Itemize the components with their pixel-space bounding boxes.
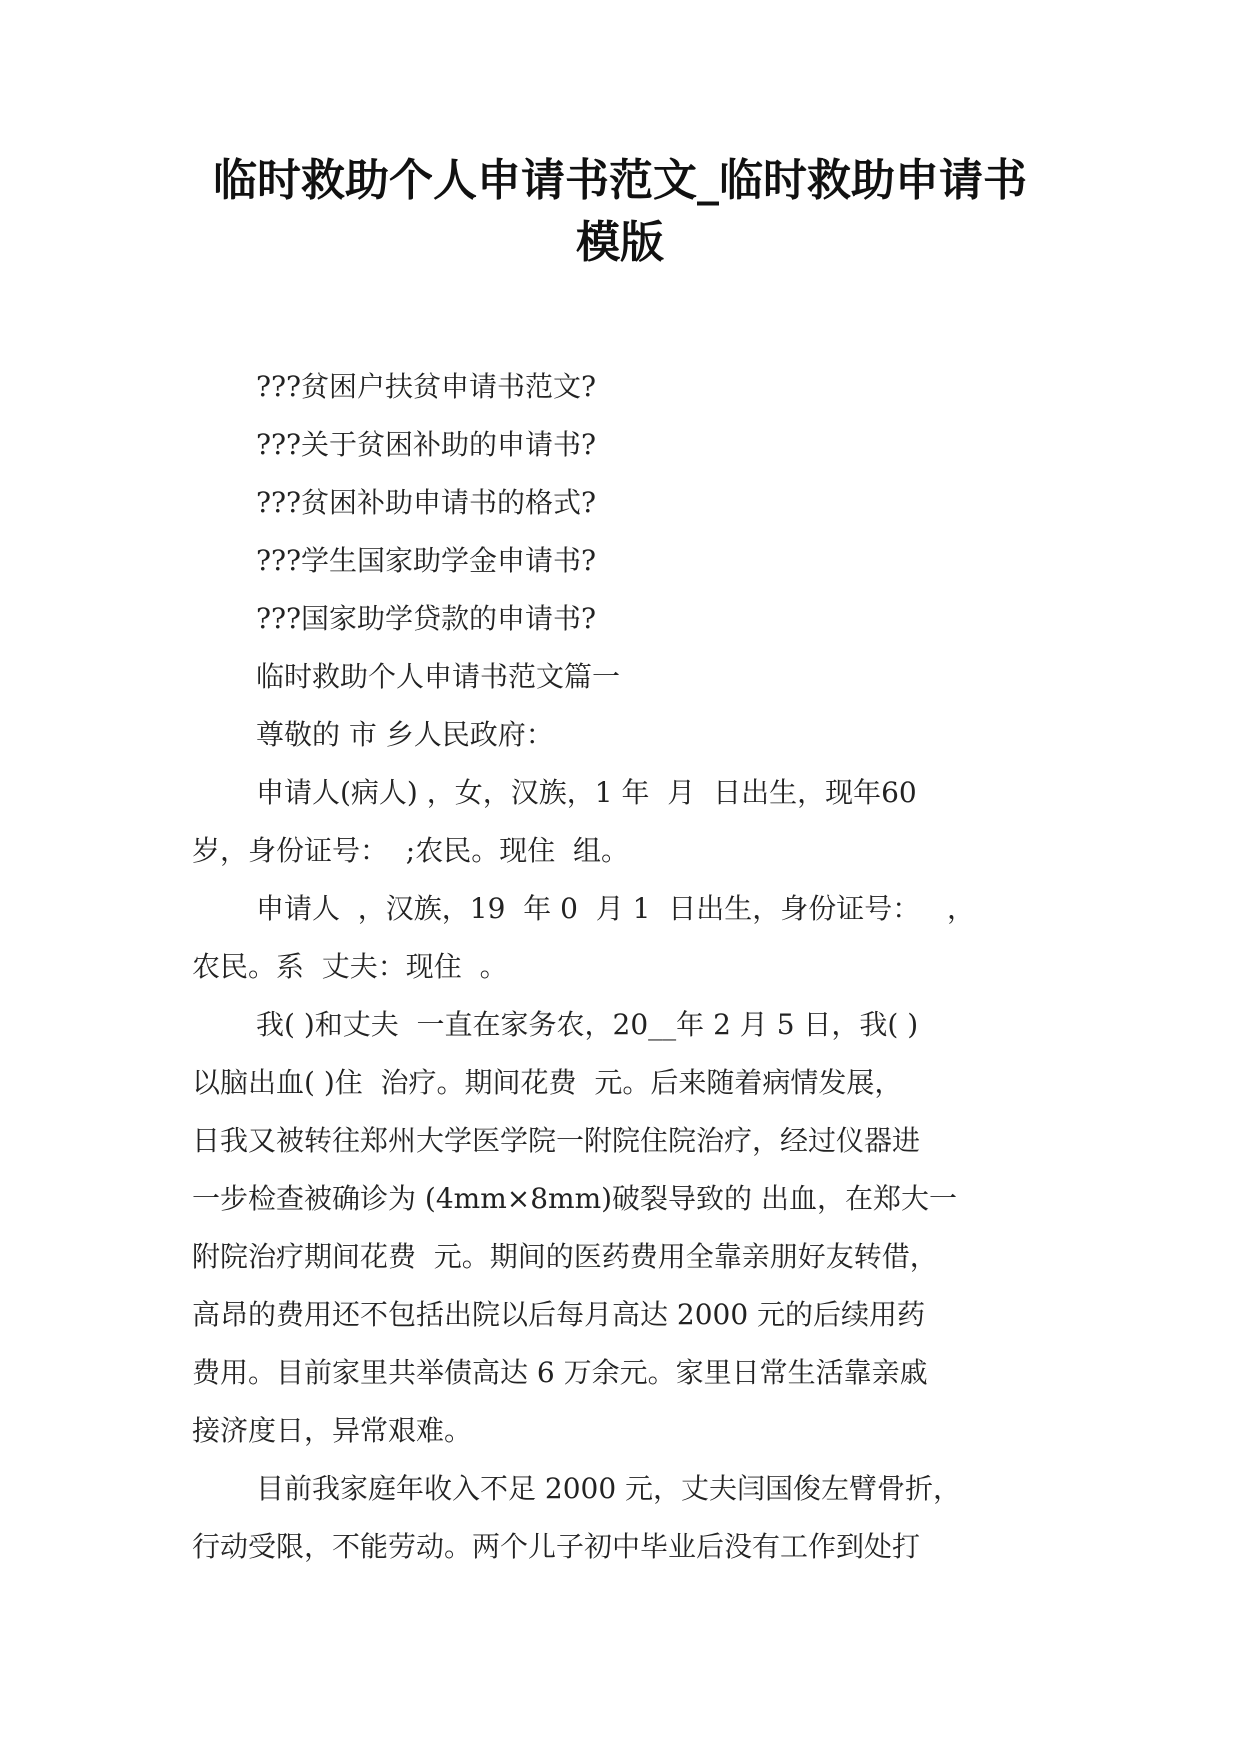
paragraph-line: 申请人 ，汉族，19 年 0 月 1 日出生，身份证号： ，: [256, 892, 975, 925]
title-line-2: 模版: [576, 217, 664, 268]
paragraph-line: 农民。系 丈夫：现住 。: [192, 950, 508, 983]
paragraph-line: 接济度日，异常艰难。: [192, 1414, 473, 1447]
related-link[interactable]: ???贫困补助申请书的格式?: [256, 486, 597, 519]
paragraph-line: 高昂的费用还不包括出院以后每月高达 2000 元的后续用药: [192, 1298, 926, 1331]
paragraph-applicant-2: [192, 880, 1052, 996]
paragraph-line: 费用。目前家里共举债高达 6 万余元。家里日常生活靠亲戚: [192, 1356, 928, 1389]
paragraph-line: 以脑出血( )住 治疗。期间花费 元。后来随着病情发展，: [192, 1066, 903, 1099]
paragraph-line: 一步检查被确诊为 (4mm×8mm)破裂导致的 出血，在郑大一: [192, 1182, 957, 1215]
document-body: [192, 358, 1052, 1576]
related-link[interactable]: ???贫困户扶贫申请书范文?: [256, 370, 597, 403]
paragraph-line: 申请人(病人) ，女，汉族，1 年 月 日出生，现年60: [256, 776, 917, 809]
paragraph-line: 附院治疗期间花费 元。期间的医药费用全靠亲朋好友转借，: [192, 1240, 938, 1273]
related-link[interactable]: ???国家助学贷款的申请书?: [256, 602, 597, 635]
paragraph-medical-history: [192, 996, 1052, 1460]
section-heading: 临时救助个人申请书范文篇一: [256, 660, 621, 693]
document-title: [150, 150, 1090, 274]
paragraph-line: 岁，身份证号： ;农民。现住 组。: [192, 834, 630, 867]
paragraph-line: 行动受限，不能劳动。两个儿子初中毕业后没有工作到处打: [192, 1530, 921, 1563]
related-link[interactable]: ???学生国家助学金申请书?: [256, 544, 597, 577]
salutation: 尊敬的 市 乡人民政府：: [256, 718, 554, 751]
related-link[interactable]: ???关于贫困补助的申请书?: [256, 428, 597, 461]
paragraph-line: 日我又被转往郑州大学医学院一附院住院治疗，经过仪器进: [192, 1124, 921, 1157]
paragraph-line: 目前我家庭年收入不足 2000 元，丈夫闫国俊左臂骨折，: [256, 1472, 962, 1505]
paragraph-line: 我( )和丈夫 一直在家务农，20__年 2 月 5 日，我( ): [256, 1008, 919, 1041]
title-line-1: 临时救助个人申请书范文_临时救助申请书: [213, 155, 1027, 206]
paragraph-applicant-1: [192, 764, 1052, 880]
paragraph-family-income: [192, 1460, 1052, 1576]
